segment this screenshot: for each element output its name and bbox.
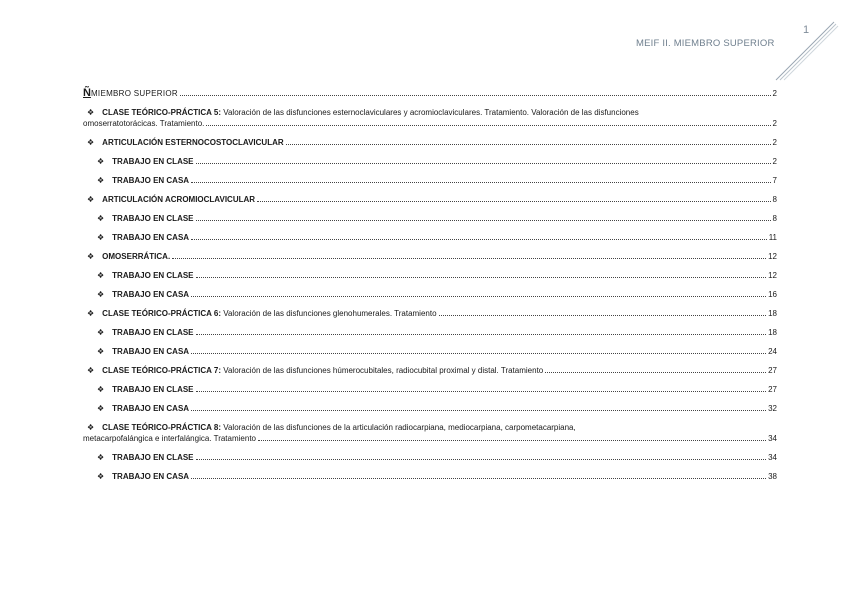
toc-entry-title: CLASE TEÓRICO-PRÁCTICA 6:: [102, 309, 221, 318]
toc-entry-title: TRABAJO EN CLASE: [112, 453, 194, 462]
toc-entry-text: [83, 156, 194, 167]
toc-entry-level-2[interactable]: [83, 175, 777, 186]
toc-page-number: 8: [772, 214, 777, 223]
dot-leader: [196, 277, 767, 278]
toc-entry-label: MIEMBRO SUPERIOR: [90, 89, 178, 98]
toc-entry-text: [83, 327, 194, 338]
toc-page-number: 7: [772, 176, 777, 185]
toc-entry-level-1[interactable]: [83, 137, 777, 148]
toc-entry-text: [83, 137, 284, 148]
toc-page-number: 2: [772, 119, 777, 128]
toc-page-number: 2: [772, 157, 777, 166]
toc-entry-description: Valoración de las disfunciones húmerocubitales, radiocubital proximal y distal. Tratamiento: [221, 366, 544, 375]
diamond-bullet-icon: ❖: [87, 366, 95, 375]
toc-entry-title: TRABAJO EN CASA: [112, 233, 190, 242]
toc-entry-title: TRABAJO EN CLASE: [112, 328, 194, 337]
toc-entry-level-2[interactable]: [83, 327, 777, 338]
toc-entry-text: [83, 384, 194, 395]
toc-entry-text: [83, 365, 543, 376]
toc-entry-title: OMOSERRÁTICA.: [102, 252, 171, 261]
toc-entry-text: [83, 433, 256, 444]
toc-entry-level-1[interactable]: [83, 194, 777, 205]
toc-entry-text: [83, 471, 189, 482]
dot-leader: [191, 478, 766, 479]
corner-decoration: [770, 18, 840, 84]
toc-page-number: 34: [768, 434, 777, 443]
diamond-bullet-icon: ❖: [87, 252, 95, 261]
toc-entry-level-1[interactable]: [83, 308, 777, 319]
toc-entry-level-2[interactable]: [83, 289, 777, 300]
diamond-bullet-icon: ❖: [97, 385, 105, 394]
toc-entry-title: TRABAJO EN CASA: [112, 176, 190, 185]
toc-entry-title: TRABAJO EN CLASE: [112, 214, 194, 223]
diamond-bullet-icon: ❖: [97, 176, 105, 185]
diamond-bullet-icon: ❖: [87, 423, 95, 432]
toc-page-number: 24: [768, 347, 777, 356]
toc-entry-text: [83, 194, 255, 205]
toc-page-number: 34: [768, 453, 777, 462]
toc-entry-level-2[interactable]: [83, 403, 777, 414]
toc-entry-text: [83, 270, 194, 281]
diamond-bullet-icon: ❖: [87, 195, 95, 204]
toc-entry-title: TRABAJO EN CASA: [112, 404, 190, 413]
diamond-bullet-icon: ❖: [97, 214, 105, 223]
diamond-bullet-icon: ❖: [97, 453, 105, 462]
toc-entry-level-1[interactable]: [83, 251, 777, 262]
toc-page-number: 16: [768, 290, 777, 299]
toc-entry-text: [83, 289, 189, 300]
toc-entry-description-cont: metacarpofalángica e interfalángica. Tratamiento: [83, 434, 256, 443]
toc-page-number: 18: [768, 328, 777, 337]
dot-leader: [180, 95, 771, 96]
toc-entry-text: [83, 118, 204, 129]
toc-entry-text: [83, 251, 170, 262]
toc-entry-text: [83, 213, 194, 224]
dot-leader: [196, 459, 767, 460]
toc-page-number: 2: [772, 89, 777, 98]
toc-page-number: 11: [768, 233, 777, 242]
page-number: 1: [803, 24, 810, 36]
toc-entry-description: Valoración de las disfunciones esternoclaviculares y acromioclaviculares. Tratamiento. Valoración de las disfunciones: [221, 108, 639, 117]
toc-entry-level-2[interactable]: [83, 156, 777, 167]
toc-entry-title: ARTICULACIÓN ESTERNOCOSTOCLAVICULAR: [102, 138, 284, 147]
toc-page-number: 2: [772, 138, 777, 147]
toc-entry-title: TRABAJO EN CLASE: [112, 271, 194, 280]
toc-page-number: 38: [768, 472, 777, 481]
toc-entry-title: CLASE TEÓRICO-PRÁCTICA 5:: [102, 108, 221, 117]
dot-leader: [191, 353, 766, 354]
toc-entry-description: Valoración de las disfunciones glenohumerales. Tratamiento: [221, 309, 437, 318]
toc-entry-text: [83, 175, 189, 186]
dot-leader: [257, 201, 771, 202]
toc-page-number: 8: [772, 195, 777, 204]
toc-entry-title: TRABAJO EN CASA: [112, 290, 190, 299]
dot-leader: [191, 296, 766, 297]
toc-entry-text: [83, 403, 189, 414]
header-title: MEIF II. MIEMBRO SUPERIOR: [636, 38, 775, 49]
dot-leader: [439, 315, 767, 316]
table-of-contents: [83, 88, 777, 482]
toc-entry-level-2[interactable]: [83, 346, 777, 357]
toc-entry-title: CLASE TEÓRICO-PRÁCTICA 7:: [102, 366, 221, 375]
toc-entry-text: [83, 308, 437, 319]
diamond-bullet-icon: ❖: [97, 404, 105, 413]
toc-entry-text: [83, 88, 178, 99]
dot-leader: [545, 372, 766, 373]
diamond-bullet-icon: ❖: [97, 472, 105, 481]
toc-page-number: 12: [768, 271, 777, 280]
dot-leader: [258, 440, 766, 441]
toc-entry-text: [83, 452, 194, 463]
toc-entry-line: [83, 422, 777, 433]
toc-page-number: 12: [768, 252, 777, 261]
diamond-bullet-icon: ❖: [97, 328, 105, 337]
toc-entry-title: TRABAJO EN CASA: [112, 347, 190, 356]
toc-page-number: 18: [768, 309, 777, 318]
toc-entry-level-1[interactable]: [83, 422, 777, 444]
toc-entry-title: CLASE TEÓRICO-PRÁCTICA 8:: [102, 423, 221, 432]
toc-page-number: 27: [768, 385, 777, 394]
toc-page-number: 32: [768, 404, 777, 413]
toc-entry-title: TRABAJO EN CLASE: [112, 157, 194, 166]
dot-leader: [196, 163, 771, 164]
toc-entry-level-1[interactable]: [83, 107, 777, 129]
toc-entry-description-cont: omoserratotorácicas. Tratamiento.: [83, 119, 205, 128]
toc-entry-title: TRABAJO EN CLASE: [112, 385, 194, 394]
toc-entry-level-2[interactable]: [83, 452, 777, 463]
dot-leader: [191, 239, 767, 240]
diamond-bullet-icon: ❖: [97, 233, 105, 242]
toc-marker: Ñ: [83, 87, 91, 99]
toc-entry-text: [83, 346, 189, 357]
toc-entry-line: [83, 107, 777, 118]
diamond-bullet-icon: ❖: [97, 347, 105, 356]
dot-leader: [286, 144, 771, 145]
diamond-bullet-icon: ❖: [87, 309, 95, 318]
diamond-bullet-icon: ❖: [97, 290, 105, 299]
dot-leader: [191, 410, 766, 411]
diamond-bullet-icon: ❖: [97, 157, 105, 166]
dot-leader: [196, 391, 767, 392]
toc-entry-level-2[interactable]: [83, 384, 777, 395]
toc-entry-main[interactable]: [83, 88, 777, 99]
dot-leader: [196, 334, 767, 335]
toc-entry-level-2[interactable]: [83, 270, 777, 281]
toc-entry-level-2[interactable]: [83, 471, 777, 482]
dot-leader: [196, 220, 771, 221]
dot-leader: [172, 258, 766, 259]
toc-page-number: 27: [768, 366, 777, 375]
dot-leader: [191, 182, 770, 183]
toc-entry-level-2[interactable]: [83, 213, 777, 224]
toc-entry-description: Valoración de las disfunciones de la articulación radiocarpiana, mediocarpiana, carpometacarpiana,: [221, 423, 576, 432]
diamond-bullet-icon: ❖: [87, 108, 95, 117]
diamond-bullet-icon: ❖: [87, 138, 95, 147]
dot-leader: [206, 125, 770, 126]
toc-entry-title: TRABAJO EN CASA: [112, 472, 190, 481]
toc-entry-title: ARTICULACIÓN ACROMIOCLAVICULAR: [102, 195, 256, 204]
diamond-bullet-icon: ❖: [97, 271, 105, 280]
toc-entry-level-1[interactable]: [83, 365, 777, 376]
toc-entry-text: [83, 232, 189, 243]
toc-entry-level-2[interactable]: [83, 232, 777, 243]
